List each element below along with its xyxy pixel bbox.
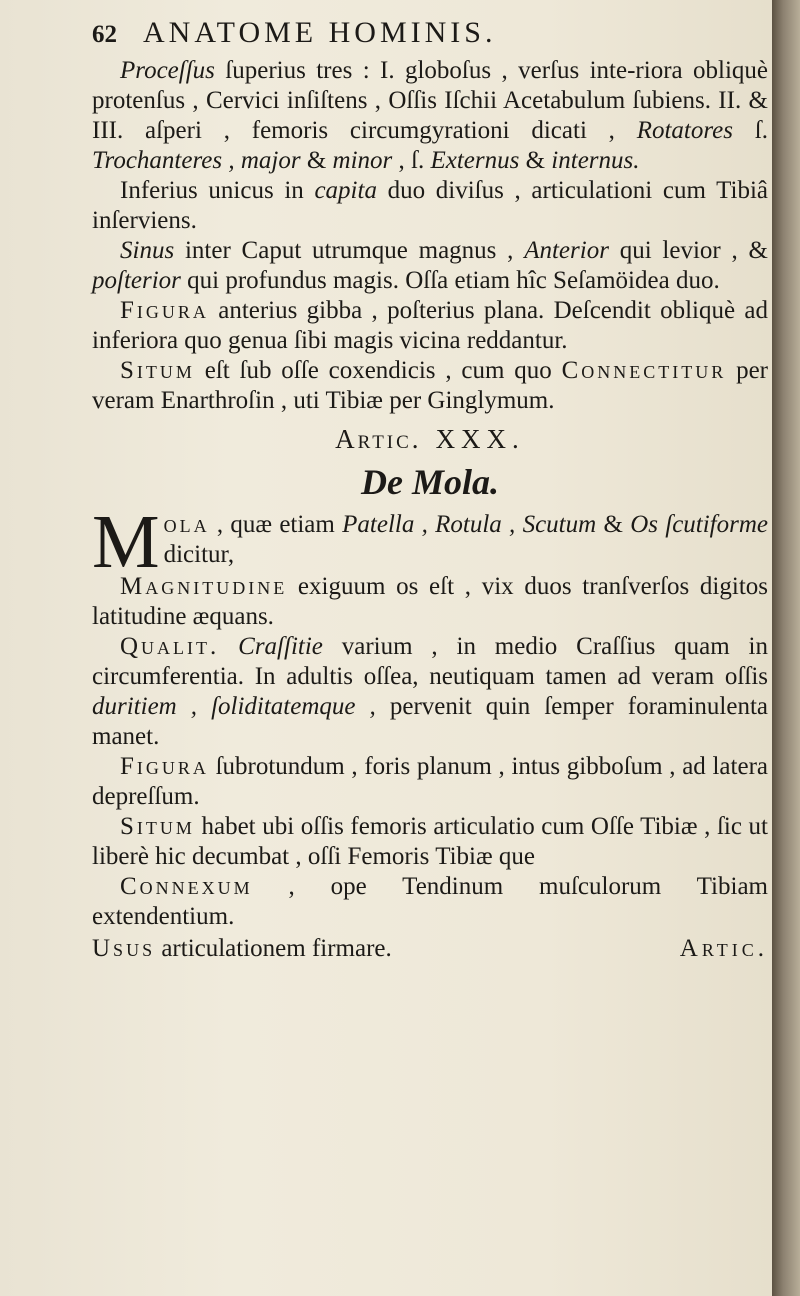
p1-run-7: , ſ. xyxy=(392,147,431,174)
figura-mola-text: ſubrotundum , foris planum , intus gibboſum , ad latera depreſſum. xyxy=(92,753,768,810)
p3-run-4: poſterior xyxy=(92,267,181,294)
p1-run-10: internus. xyxy=(551,147,640,174)
intro-text-a: , quæ etiam xyxy=(209,511,343,538)
lead-connexum: Connexum xyxy=(120,873,253,900)
usus-text: articulationem firmare. xyxy=(155,935,392,962)
intro-text-b: & xyxy=(596,511,631,538)
lead-connectitur: Connectitur xyxy=(561,357,727,384)
running-header xyxy=(92,18,768,50)
section-title: De Mola. xyxy=(361,462,499,502)
p1-run-3: ſ. xyxy=(733,117,768,144)
qualit-text-b: pervenit quin ſemper foraminulenta manet. xyxy=(92,693,768,750)
lead-usus: Usus xyxy=(92,935,156,962)
catchword: Artic. xyxy=(679,935,768,962)
p3-run-2: Anterior xyxy=(524,237,609,264)
intro-text-c: dicitur, xyxy=(163,541,235,568)
lead-figura: Figura xyxy=(120,297,209,324)
lead-qualit: Qualit. xyxy=(120,633,220,660)
situm-text-1: eſt ſub oſſe coxendicis , cum quo xyxy=(194,357,562,384)
figura-text: anterius gibba , poſterius plana. Deſcendit obliquè ad inferiora quo genua ſibi magis vicina reddantur. xyxy=(92,297,768,354)
p1-run-1: ſuperius tres : I. globoſus , verſus inte-riora obliquè protenſus , Cervici inſiſtens , Oſſis Iſchii Acetabulum ſubiens. II. & III. aſperi , femoris circumgyrationi dicati , xyxy=(92,57,768,144)
lead-magnitudine: Magnitudine xyxy=(120,573,288,600)
paragraph-situm-mola xyxy=(92,812,768,872)
page-text xyxy=(92,18,768,964)
p3-run-3: qui levior , & xyxy=(608,237,768,264)
p1-run-5: & xyxy=(300,147,333,174)
paragraph-connexum xyxy=(92,872,768,932)
article-label: Artic. xyxy=(335,424,422,454)
p1-run-6: minor xyxy=(332,147,393,174)
p3-run-5: qui profundus magis. Oſſa etiam hîc Seſamöidea duo. xyxy=(180,267,720,294)
mola-intro-text xyxy=(164,510,768,572)
paragraph-usus xyxy=(92,934,392,964)
lead-figura-mola: Figura xyxy=(120,753,209,780)
p1-run-9: & xyxy=(519,147,552,174)
paragraph-sinus xyxy=(92,236,768,296)
lead-situm-mola: Situm xyxy=(120,813,195,840)
p1-run-0: Proceſſus xyxy=(120,57,215,84)
drop-cap: M xyxy=(92,500,160,584)
qualit-italic-1: Craſſitie xyxy=(238,633,323,660)
mola-intro xyxy=(92,500,769,584)
qualit-italic-2: duritiem , ſoliditatemque , xyxy=(92,693,376,720)
article-heading xyxy=(92,424,768,454)
p3-run-1: inter Caput utrumque magnus , xyxy=(174,237,525,264)
page-number: 62 xyxy=(92,21,117,48)
paragraph-magnitudine xyxy=(92,572,768,632)
intro-italic-2: Os ſcutiforme xyxy=(630,511,769,538)
p2-run-2: duo diviſus , articulationi cum Tibiâ inſerviens. xyxy=(92,177,768,234)
paragraph-situm xyxy=(92,356,768,416)
book-gutter xyxy=(772,0,800,1296)
paragraph-processus xyxy=(92,56,768,176)
qualit-text-a: varium , in medio Craſſius quam in circumferentia. In adultis oſſea, neutiquam tamen ad veram oſſis xyxy=(92,633,768,690)
magnitudine-text: exiguum os eſt , vix duos tranſverſos digitos latitudine æquans. xyxy=(92,573,768,630)
paragraph-inferius xyxy=(92,176,768,236)
situm-mola-text: habet ubi oſſis femoris articulatio cum Oſſe Tibiæ , ſic ut liberè hic decumbat , oſſi Femoris Tibiæ que xyxy=(92,813,768,870)
situm-text-2: per veram Enarthroſin , uti Tibiæ per Ginglymum. xyxy=(92,357,769,414)
paragraph-qualit xyxy=(92,632,768,752)
lead-situm: Situm xyxy=(120,357,195,384)
intro-italic-1: Patella , Rotula , Scutum xyxy=(342,511,597,538)
connexum-text: , ope Tendinum muſculorum Tibiam extendentium. xyxy=(92,873,768,930)
running-title: ANATOME HOMINIS. xyxy=(143,16,497,49)
p1-run-2: Rotatores xyxy=(636,117,734,144)
p1-run-8: Externus xyxy=(430,147,520,174)
paragraph-figura-mola xyxy=(92,752,768,812)
article-number: XXX. xyxy=(435,424,525,454)
p1-run-4: Trochanteres , major xyxy=(92,147,301,174)
intro-smallcaps: ola xyxy=(163,511,210,538)
p3-run-0: Sinus xyxy=(120,237,175,264)
usus-line xyxy=(92,934,768,964)
paragraph-figura xyxy=(92,296,768,356)
p2-run-0: Inferius unicus in xyxy=(120,177,315,204)
p2-run-1: capita xyxy=(314,177,377,204)
